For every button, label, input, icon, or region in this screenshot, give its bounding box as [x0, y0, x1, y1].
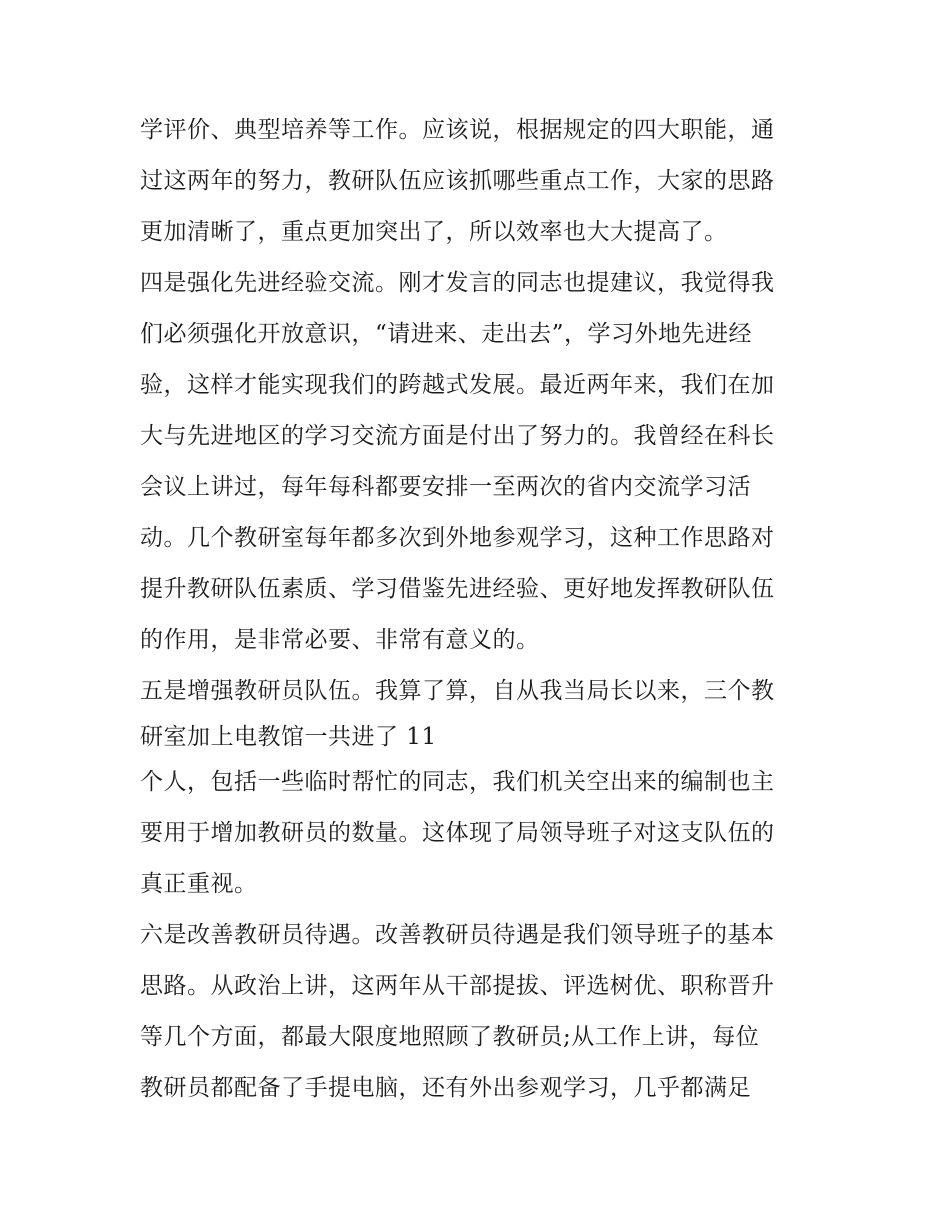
text-line: 大与先进地区的学习交流方面是付出了努力的。我曾经在科长 [140, 423, 775, 449]
text-line: 要用于增加教研员的数量。这体现了局领导班子对这支队伍的 [140, 820, 775, 846]
text-line: 过这两年的努力，教研队伍应该抓哪些重点工作，大家的思路 [140, 168, 775, 194]
text-line: 教研员都配备了手提电脑，还有外出参观学习，几乎都满足 [140, 1075, 751, 1101]
text-line: 学评价、典型培养等工作。应该说，根据规定的四大职能，通 [140, 117, 775, 143]
text-line: 们必须强化开放意识，“请进来、走出去”，学习外地先进经 [140, 321, 753, 347]
text-line: 六是改善教研员待遇。改善教研员待遇是我们领导班子的基本 [140, 922, 775, 948]
text-line: 动。几个教研室每年都多次到外地参观学习，这种工作思路对 [140, 525, 775, 551]
text-line: 思路。从政治上讲，这两年从干部提拔、评选树优、职称晋升 [140, 973, 775, 999]
text-line: 等几个方面，都最大限度地照顾了教研员;从工作上讲，每位 [140, 1024, 760, 1050]
text-line: 更加清晰了，重点更加突出了，所以效率也大大提高了。 [140, 219, 728, 245]
text-line: 验，这样才能实现我们的跨越式发展。最近两年来，我们在加 [140, 372, 775, 398]
text-line: 的作用，是非常必要、非常有意义的。 [140, 627, 540, 653]
text-line: 提升教研队伍素质、学习借鉴先进经验、更好地发挥教研队伍 [140, 576, 775, 602]
document-body [140, 105, 820, 1114]
text-line: 五是增强教研员队伍。我算了算，自从我当局长以来，三个教 [140, 678, 775, 704]
text-line: 个人，包括一些临时帮忙的同志，我们机关空出来的编制也主 [140, 769, 775, 795]
text-line: 四是强化先进经验交流。刚才发言的同志也提建议，我觉得我 [140, 270, 775, 296]
text-line: 会议上讲过，每年每科都要安排一至两次的省内交流学习活 [140, 474, 751, 500]
text-line: 研室加上电教馆一共进了 11 [140, 724, 437, 750]
text-line: 真正重视。 [140, 871, 258, 897]
